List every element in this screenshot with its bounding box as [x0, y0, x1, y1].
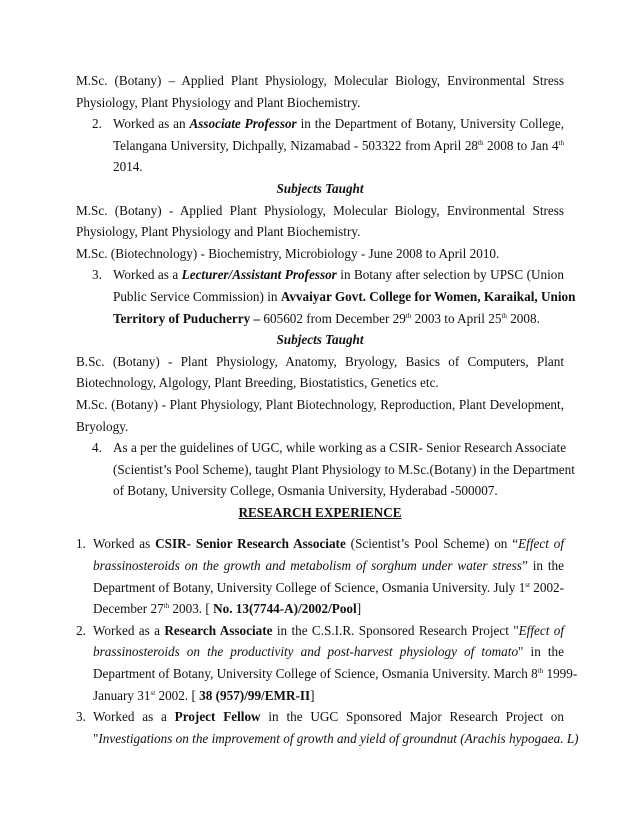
- text: Biotechnology, Algology, Plant Breeding, Biostatistics, Genetics etc.: [76, 375, 439, 391]
- text: 2003. [: [169, 601, 214, 617]
- text: Telangana University, Dichpally, Nizamabad - 503322 from April 28: [113, 137, 479, 153]
- text: Worked as an: [113, 116, 190, 132]
- list-number: 3.: [76, 709, 86, 725]
- subjects2-line1: [76, 351, 564, 373]
- list-number: 2.: [92, 116, 102, 132]
- text: 2014.: [113, 159, 143, 175]
- institution: Territory of Puducherry –: [113, 310, 261, 326]
- research-item2-line1: [76, 620, 564, 642]
- subjects-taught-heading: [76, 178, 564, 200]
- item2-line2: [113, 135, 564, 157]
- institution: Avvaiyar Govt. College for Women, Karaikal, Union: [280, 288, 576, 304]
- section-title: RESEARCH EXPERIENCE: [238, 504, 402, 520]
- grant-number: 38 (957)/99/EMR-II: [199, 687, 311, 703]
- role-title: Associate Professor: [189, 116, 297, 132]
- item4-line1: [92, 437, 567, 459]
- text: 2002-: [529, 579, 565, 595]
- project-title: Effect of: [518, 536, 565, 552]
- text: Worked as: [93, 536, 156, 552]
- text: 1999-: [543, 666, 578, 682]
- subjects2-line3: [76, 394, 564, 416]
- position: Project Fellow: [174, 709, 261, 725]
- grant-number: No. 13(7744-A)/2002/Pool: [213, 601, 357, 617]
- position: CSIR- Senior Research Associate: [155, 536, 346, 552]
- item3-line1: [92, 264, 564, 286]
- project-title: brassinosteroids on the productivity and post-harvest physiology of tomato: [93, 644, 519, 660]
- item3-line2: [113, 286, 576, 308]
- text: Worked as a: [93, 709, 175, 725]
- text: 605602 from December 29: [260, 310, 406, 326]
- text: 2003 to April 25: [411, 310, 502, 326]
- text: M.Sc. (Botany) - Applied Plant Physiology, Molecular Biology, Environmental Stress: [76, 202, 564, 218]
- heading-text: Subjects Taught: [276, 332, 364, 348]
- research-item2-line4: [93, 685, 564, 707]
- item2-line1: [92, 113, 564, 135]
- heading-text: Subjects Taught: [276, 180, 364, 196]
- project-title: brassinosteroids on the growth and metabolism of sorghum under water stress: [93, 558, 522, 574]
- text: Bryology.: [76, 418, 129, 434]
- list-number: 2.: [76, 622, 86, 638]
- research-item3-line1: [76, 706, 564, 728]
- text: (Scientist’s Pool Scheme), taught Plant Physiology to M.Sc.(Botany) in the Department: [113, 461, 575, 477]
- position: Research Associate: [164, 622, 273, 638]
- text: Worked as a: [113, 267, 182, 283]
- text: (Scientist’s Pool Scheme) on “: [345, 536, 519, 552]
- text: ": [93, 730, 99, 746]
- text: in the Department of Botany, University College,: [296, 116, 564, 132]
- item3-line3: [113, 308, 564, 330]
- text: 2008.: [506, 310, 540, 326]
- text: in Botany after selection by UPSC (Union: [336, 267, 564, 283]
- text: ” in the: [521, 558, 564, 574]
- text: M.Sc. (Botany) - Plant Physiology, Plant Biotechnology, Reproduction, Plant Development,: [76, 396, 564, 412]
- superscript: th: [537, 667, 544, 676]
- subjects1-line3: [76, 243, 564, 265]
- item4-line2: [113, 459, 575, 481]
- text: ]: [356, 601, 362, 617]
- text: 2002. [: [155, 687, 200, 703]
- text: January 31: [93, 687, 151, 703]
- text: Physiology, Plant Physiology and Plant Biochemistry.: [76, 224, 361, 240]
- superscript: th: [558, 138, 564, 147]
- text: M.Sc. (Botany) – Applied Plant Physiology, Molecular Biology, Environmental Stress: [76, 73, 564, 88]
- project-title: Investigations on the improvement of growth and yield of groundnut (Arachis hypogaea. L): [98, 730, 579, 746]
- text: B.Sc. (Botany) - Plant Physiology, Anatomy, Bryology, Basics of Computers, Plant: [76, 353, 564, 369]
- subjects-taught-heading: [76, 329, 564, 351]
- research-item1-line4: [93, 598, 564, 620]
- superscript: th: [405, 311, 412, 320]
- superscript: th: [478, 138, 484, 147]
- item4-line3: [113, 480, 564, 502]
- role-title: Lecturer/Assistant Professor: [181, 267, 337, 283]
- text: in the UGC Sponsored Major Research Project on: [260, 709, 564, 725]
- text: December 27: [93, 601, 164, 617]
- superscript: th: [501, 311, 507, 320]
- text: " in the: [518, 644, 564, 660]
- subjects2-line2: [76, 372, 564, 394]
- research-item1-line3: [93, 577, 564, 599]
- text: M.Sc. (Biotechnology) - Biochemistry, Microbiology - June 2008 to April 2010.: [76, 245, 500, 261]
- text: Worked as a: [93, 622, 165, 638]
- superscript: th: [163, 602, 170, 611]
- research-item3-line2: [93, 728, 579, 750]
- list-number: 3.: [92, 267, 102, 283]
- research-item1-line1: [76, 533, 565, 555]
- subjects2-line4: [76, 416, 564, 438]
- research-item2-line2: [93, 641, 564, 663]
- list-number: 4.: [92, 440, 102, 456]
- project-title: Effect of: [518, 622, 564, 638]
- text: ]: [310, 687, 315, 703]
- item2-line3: [113, 156, 564, 178]
- text: in the C.S.I.R. Sponsored Research Project ": [272, 622, 519, 638]
- text: Public Service Commission) in: [113, 288, 281, 304]
- text: Physiology, Plant Physiology and Plant Biochemistry.: [76, 94, 361, 110]
- text: Department of Botany, University College of Science, Osmania University. July 1: [93, 579, 526, 595]
- research-item2-line3: [93, 663, 578, 685]
- para1-line1: [76, 70, 564, 92]
- text: As a per the guidelines of UGC, while working as a CSIR- Senior Research Associate: [113, 440, 567, 456]
- research-item1-line2: [93, 555, 564, 577]
- text: 2008 to Jan 4: [483, 137, 559, 153]
- text: Department of Botany, University College of Science, Osmania University. March 8: [93, 666, 538, 682]
- superscript: st: [150, 688, 156, 697]
- list-number: 1.: [76, 536, 86, 552]
- text: of Botany, University College, Osmania University, Hyderabad -500007.: [113, 483, 498, 499]
- subjects1-line2: [76, 221, 564, 243]
- superscript: st: [525, 580, 530, 589]
- para1-line2: [76, 92, 564, 114]
- research-experience-title: [76, 502, 564, 524]
- subjects1-line1: [76, 200, 564, 222]
